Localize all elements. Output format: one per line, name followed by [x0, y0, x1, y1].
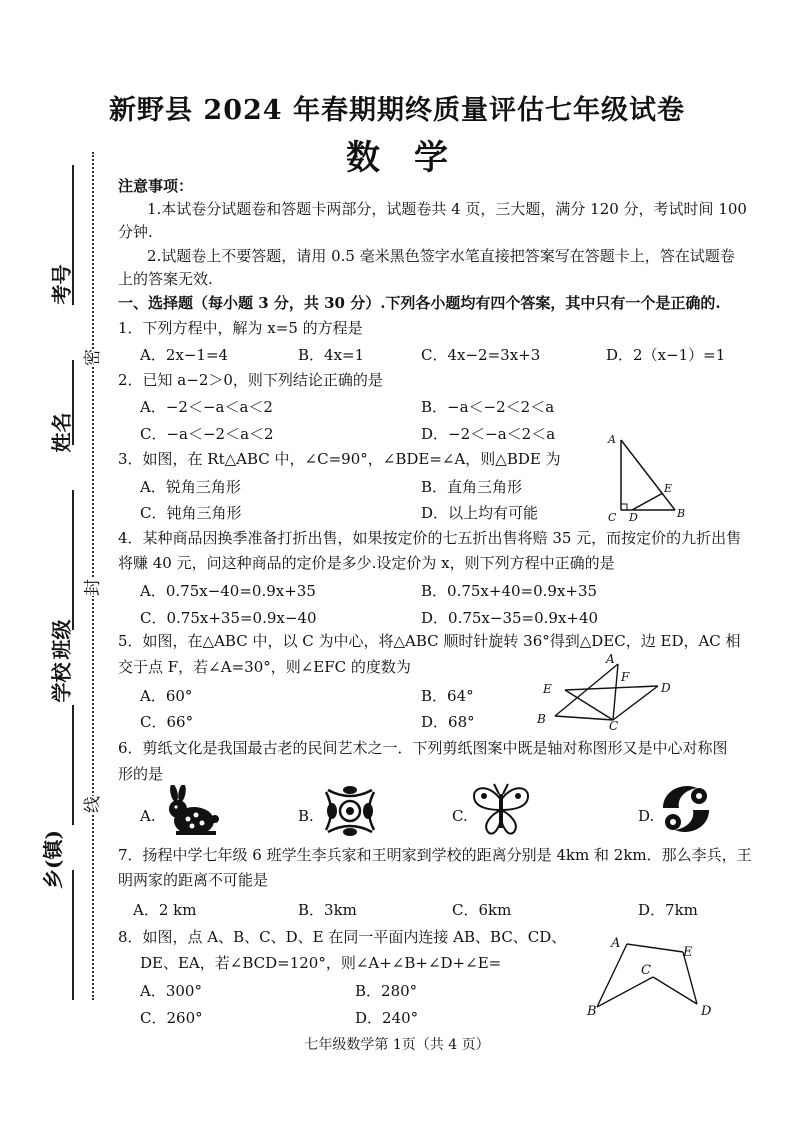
q5-label-d: D — [661, 681, 671, 695]
q3-option-b: B．直角三角形 — [421, 478, 523, 496]
q8-label-e: E — [683, 945, 693, 960]
q6-stem-2: 形的是 — [118, 765, 164, 783]
q4-option-d: D．0.75x−35=0.9x+40 — [421, 609, 599, 627]
q5-option-d: D．68° — [421, 713, 475, 731]
q5-option-b: B．64° — [421, 687, 474, 705]
q2-option-d: D．−2＜−a＜2＜a — [421, 425, 556, 443]
q5-label-a: A — [606, 652, 615, 666]
q4-stem-1: 4．某种商品因换季准备打折出售，如果按定价的七五折出售将赔 35 元，而按定价的九折出售 — [118, 529, 742, 547]
notes-heading: 注意事项： — [118, 177, 194, 195]
q3-option-d: D．以上均有可能 — [421, 504, 539, 522]
q2-option-c: C．−a＜−2＜a＜2 — [140, 425, 274, 443]
seal-dotted-line — [92, 152, 94, 1000]
q4-option-c: C．0.75x+35=0.9x−40 — [140, 609, 317, 627]
q3-label-d: D — [629, 511, 638, 524]
q5-label-b: B — [537, 712, 546, 726]
q6-option-d: D. — [638, 807, 655, 825]
xuexiao-label: 学校 — [49, 662, 74, 703]
q8-option-d: D．240° — [355, 1009, 419, 1027]
note-1a: 1.本试卷分试题卷和答题卡两部分，试题卷共 4 页，三大题，满分 120 分，考试时间 100 — [147, 200, 747, 218]
rabbit-papercut-image — [162, 785, 222, 840]
q2-option-b: B．−a＜−2＜2＜a — [421, 398, 555, 416]
q8-label-c: C — [641, 963, 651, 978]
q7-option-a: A．2 km — [133, 901, 197, 919]
seal-mi: 密 — [78, 349, 103, 366]
binding-line-5 — [72, 870, 74, 1000]
q6-option-c: C. — [452, 807, 468, 825]
q5-option-a: A．60° — [140, 687, 193, 705]
q7-stem-2: 明两家的距离不可能是 — [118, 871, 269, 889]
page-footer: 七年级数学第 1页（共 4 页） — [304, 1037, 490, 1053]
q6-option-a: A. — [140, 807, 156, 825]
q8-option-a: A．300° — [140, 982, 202, 1000]
q3-triangle-figure — [600, 430, 695, 525]
q6-stem-1: 6．剪纸文化是我国最古老的民间艺术之一．下列剪纸图案中既是轴对称图形又是中心对称图 — [118, 739, 728, 757]
q5-label-e: E — [543, 682, 552, 696]
q5-label-f: F — [621, 670, 630, 684]
q1-option-b: B．4x=1 — [298, 346, 365, 364]
q3-stem: 3．如图，在 Rt△ABC 中，∠C=90°，∠BDE=∠A，则△BDE 为 — [118, 450, 561, 468]
q5-label-c: C — [609, 719, 619, 733]
q1-option-a: A．2x−1=4 — [140, 346, 229, 364]
q8-option-c: C．260° — [140, 1009, 203, 1027]
butterfly-papercut-image — [470, 780, 532, 842]
q8-label-a: A — [611, 936, 621, 951]
q1-option-d: D．2（x−1）=1 — [606, 346, 726, 364]
q5-stem-1: 5．如图，在△ABC 中，以 C 为中心，将△ABC 顺时针旋转 36°得到△DEC，边 ED，AC 相 — [118, 632, 741, 650]
exam-title: 新野县 2024 年春期期终质量评估七年级试卷 — [109, 95, 685, 126]
q5-rotation-figure — [535, 648, 685, 733]
kaohao-label: 考号 — [49, 264, 74, 305]
q2-option-a: A．−2＜−a＜a＜2 — [140, 398, 273, 416]
q3-option-c: C．钝角三角形 — [140, 504, 242, 522]
binding-line-3 — [72, 490, 74, 630]
q7-option-c: C．6km — [452, 901, 512, 919]
q8-pentagon-figure — [585, 932, 720, 1022]
q7-option-b: B．3km — [298, 901, 357, 919]
section-1-heading: 一、选择题（每小题 3 分，共 30 分）.下列各小题均有四个答案，其中只有一个是正确的. — [118, 294, 721, 312]
q6-option-b: B. — [298, 807, 314, 825]
q7-option-d: D．7km — [638, 901, 698, 919]
q4-stem-2: 将赚 40 元，问这种商品的定价是多少.设定价为 x，则下列方程中正确的是 — [118, 554, 615, 572]
q8-label-d: D — [701, 1004, 712, 1019]
xiangzhen-label: 乡(镇) — [40, 830, 65, 889]
q8-option-b: B．280° — [355, 982, 418, 1000]
q5-option-c: C．66° — [140, 713, 194, 731]
q3-label-b: B — [677, 507, 686, 520]
q3-label-c: C — [608, 511, 617, 524]
xingming-label: 姓名 — [49, 412, 74, 453]
q8-stem-1: 8．如图，点 A、B、C、D、E 在同一平面内连接 AB、BC、CD、 — [118, 928, 567, 946]
q8-stem-2: DE、EA，若∠BCD=120°，则∠A+∠B+∠D+∠E= — [140, 954, 502, 972]
seal-xian: 线 — [78, 796, 103, 813]
q3-label-a: A — [608, 433, 616, 446]
subject-title: 数学 — [346, 138, 482, 178]
q4-option-b: B．0.75x+40=0.9x+35 — [421, 582, 598, 600]
fish-lotus-papercut-image — [318, 780, 383, 842]
note-2a: 2.试题卷上不要答题，请用 0.5 毫米黑色签字水笔直接把答案写在答题卡上，答在试题卷 — [147, 247, 735, 265]
seal-feng: 封 — [78, 579, 103, 596]
twin-fish-papercut-image — [655, 778, 717, 840]
banji-label: 班级 — [49, 619, 74, 660]
q7-stem-1: 7．扬程中学七年级 6 班学生李兵家和王明家到学校的距离分别是 4km 和 2km．那么李兵，王 — [118, 846, 752, 864]
q8-label-b: B — [587, 1004, 597, 1019]
q5-stem-2: 交于点 F，若∠A=30°，则∠EFC 的度数为 — [118, 658, 411, 676]
q4-option-a: A．0.75x−40=0.9x+35 — [140, 582, 316, 600]
note-2b: 上的答案无效. — [118, 270, 213, 288]
note-1b: 分钟. — [118, 223, 153, 241]
q3-label-e: E — [664, 482, 673, 495]
q2-stem: 2．已知 a−2＞0，则下列结论正确的是 — [118, 371, 383, 389]
q1-stem: 1．下列方程中，解为 x=5 的方程是 — [118, 319, 363, 337]
q1-option-c: C．4x−2=3x+3 — [421, 346, 541, 364]
binding-line-4 — [72, 705, 74, 825]
q3-option-a: A．锐角三角形 — [140, 478, 241, 496]
